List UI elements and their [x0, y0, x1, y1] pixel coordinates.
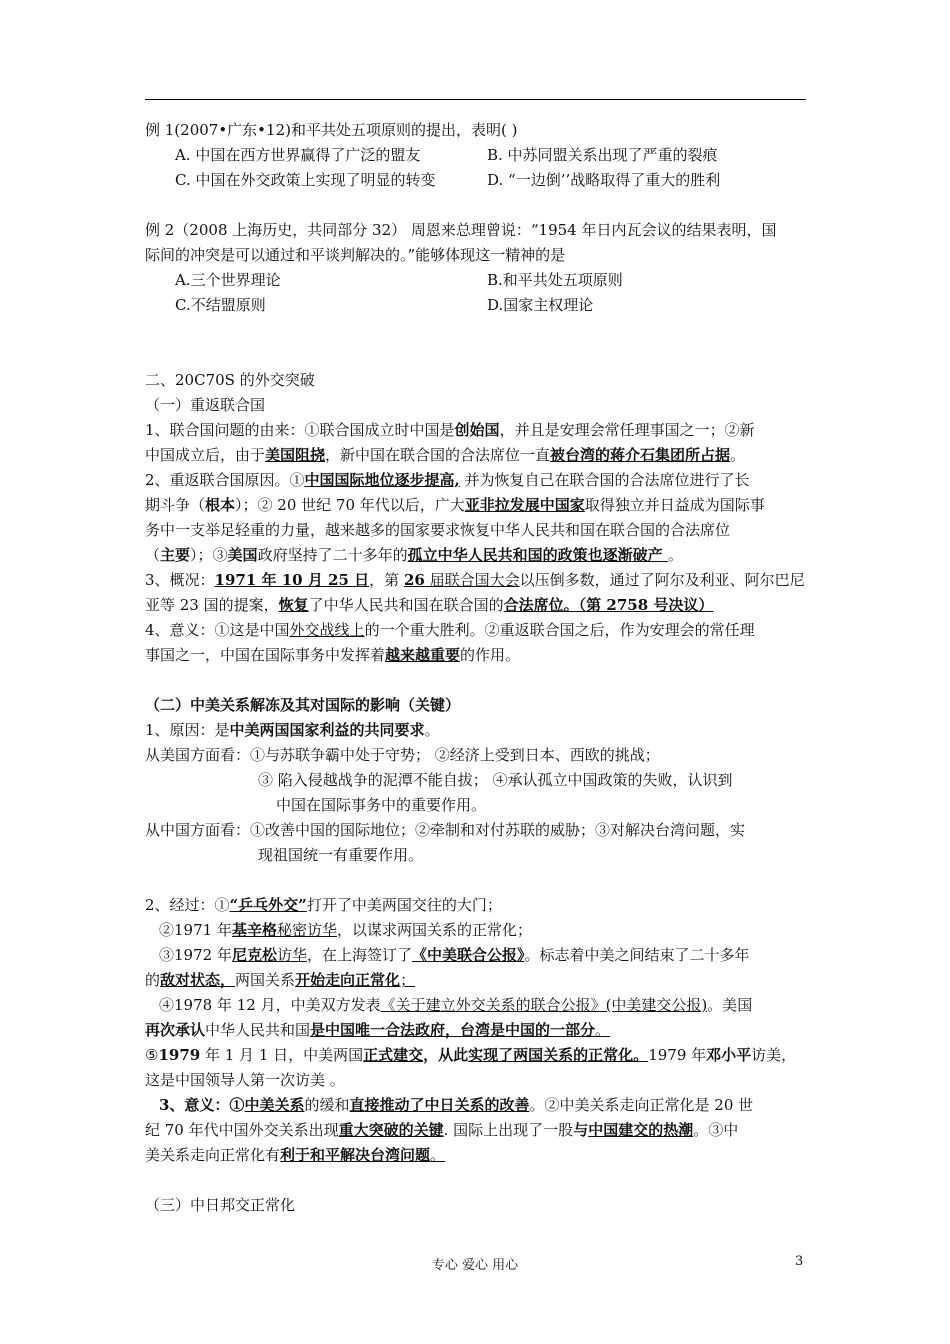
- header-rule: [145, 99, 806, 100]
- significance-line-1: 3、意义：①中美关系的缓和直接推动了中日关系的改善。②中美关系走向正常化是 20 世: [159, 1096, 754, 1114]
- paragraph-2-line-1: 2、重返联合国原因。①中国国际地位逐步提高, 并为恢复自己在联合国的合法席位进行了长: [145, 471, 750, 489]
- example1-options-ab: [145, 143, 807, 168]
- process-line-6: 再次承认中华人民共和国是中国唯一合法政府，台湾是中国的一部分。: [145, 1021, 611, 1039]
- cn-view-line-1: 从中国方面看：①改善中国的国际地位；②牵制和对付苏联的威胁；③对解决台湾问题，实: [145, 821, 746, 839]
- process-line-1: 2、经过：①“乒乓外交”打开了中美两国交往的大门；: [145, 896, 502, 914]
- paragraph-4-line-2: 事国之一，中国在国际事务中发挥着越来越重要的作用。: [145, 646, 521, 664]
- subsection-title-3: （三）中日邦交正常化: [145, 1196, 296, 1214]
- paragraph-1-line-1: 1、联合国问题的由来：①联合国成立时中国是创始国，并且是安理会常任理事国之一；②新: [145, 421, 755, 439]
- example2-stem-1: 例 2（2008 上海历史，共同部分 32） 周恩来总理曾说：“1954 年日内瓦会议的结果表明，国: [145, 221, 777, 239]
- example2-stem-2: 际间的冲突是可以通过和平谈判解决的。”能够体现这一精神的是: [145, 246, 566, 264]
- option-b: B.和平共处五项原则: [487, 271, 623, 289]
- section-title: 二、20C70S 的外交突破: [145, 371, 315, 389]
- paragraph-2-line-4: （主要）；③美国政府坚持了二十多年的孤立中华人民共和国的政策也逐渐破产 。: [145, 546, 683, 564]
- subsection-title-1: （一）重返联合国: [145, 396, 266, 414]
- paragraph-1-line-2: 中国成立后，由于美国阻挠，新中国在联合国的合法席位一直被台湾的蒋介石集团所占据。: [145, 446, 746, 464]
- process-line-8: 这是中国领导人第一次访美 。: [145, 1071, 345, 1089]
- paragraph-2-line-2: 期斗争（根本）；② 20 世纪 70 年代以后，广大亚非拉发展中国家取得独立并日益成为国际事: [145, 496, 765, 514]
- example2-options-cd: [145, 293, 807, 318]
- cn-view-line-2: 现祖国统一有重要作用。: [258, 846, 424, 864]
- paragraph-4-line-1: 4、意义：①这是中国外交战线上的一个重大胜利。②重返联合国之后，作为安理会的常任理: [145, 621, 755, 639]
- us-view-line-1: 从美国方面看：①与苏联争霸中处于守势； ②经济上受到日本、西欧的挑战；: [145, 746, 660, 764]
- example1-stem: 例 1(2007•广东•12)和平共处五项原则的提出，表明( ): [145, 121, 518, 139]
- us-view-line-3: 中国在国际事务中的重要作用。: [276, 796, 487, 814]
- document-body: [145, 118, 807, 1218]
- example1-options-cd: [145, 168, 807, 193]
- option-a: A.三个世界理论: [175, 271, 281, 289]
- significance-line-2: 纪 70 年代中国外交关系出现重大突破的关键. 国际上出现了一股与中国建交的热潮。③中: [145, 1121, 739, 1139]
- option-d: D.国家主权理论: [487, 296, 594, 314]
- us-view-line-2: ③ 陷入侵越战争的泥潭不能自拔； ④承认孤立中国政策的失败，认识到: [258, 771, 733, 789]
- footer-motto: 专心 爱心 用心: [431, 1258, 519, 1273]
- significance-line-3: 美关系走向正常化有利于和平解决台湾问题。: [145, 1146, 446, 1164]
- process-line-3: ③1972 年尼克松访华，在上海签订了《中美联合公报》。标志着中美之间结束了二十多年: [159, 946, 750, 964]
- process-line-5: ④1978 年 12 月，中美双方发表《关于建立外交关系的联合公报》(中美建交公报)。美国: [159, 996, 753, 1014]
- paragraph-3-line-2: 亚等 23 国的提案，恢复了中华人民共和国在联合国的合法席位。（第 2758 号决议）: [145, 596, 714, 614]
- option-d: D. “一边倒’’战略取得了重大的胜利: [487, 171, 721, 189]
- process-line-2: ②1971 年基辛格秘密访华，以谋求两国关系的正常化；: [159, 921, 532, 939]
- option-c: C. 中国在外交政策上实现了明显的转变: [175, 171, 436, 189]
- option-a: A. 中国在西方世界赢得了广泛的盟友: [175, 146, 421, 164]
- process-line-4: 的敌对状态，两国关系开始走向正常化；: [145, 971, 416, 989]
- option-b: B. 中苏同盟关系出现了严重的裂痕: [487, 146, 718, 164]
- paragraph-3-line-1: 3、概况：1971 年 10 月 25 日，第 26 届联合国大会以压倒多数，通过了阿尔及利亚、阿尔巴尼: [145, 571, 805, 589]
- example2-options-ab: [145, 268, 807, 293]
- page-number: 3: [795, 1254, 804, 1269]
- reason-line: 1、原因：是中美两国国家利益的共同要求。: [145, 721, 440, 739]
- paragraph-2-line-3: 务中一支举足轻重的力量，越来越多的国家要求恢复中华人民共和国在联合国的合法席位: [145, 521, 731, 539]
- process-line-7: ⑤1979 年 1 月 1 日，中美两国正式建交，从此实现了两国关系的正常化。1979 年邓小平访美，: [145, 1046, 797, 1064]
- subsection-title-2: （二）中美关系解冻及其对国际的影响（关键）: [145, 696, 461, 714]
- option-c: C.不结盟原则: [175, 296, 266, 314]
